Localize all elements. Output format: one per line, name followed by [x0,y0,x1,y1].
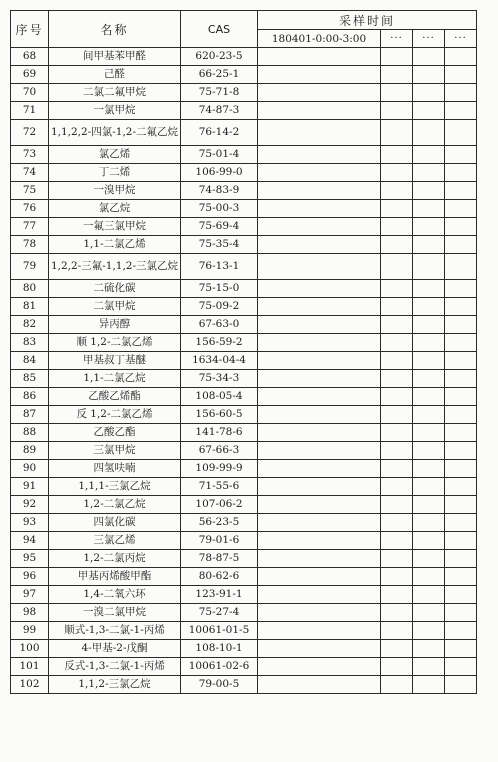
sample-cell [413,658,445,676]
table-row [11,84,477,102]
sample-cell [381,120,413,146]
row-number: 71 [11,102,49,120]
row-number: 102 [11,676,49,694]
row-number: 93 [11,514,49,532]
sample-cell [445,658,477,676]
sample-cell [381,334,413,352]
sample-cell [258,424,381,442]
header-sampling-period: ··· [381,30,413,48]
sample-cell [445,334,477,352]
row-number: 95 [11,550,49,568]
row-number: 97 [11,586,49,604]
row-number: 92 [11,496,49,514]
cas-number: 79-00-5 [181,676,258,694]
compound-name: 丁二烯 [49,164,181,182]
sample-cell [381,550,413,568]
cas-number: 106-99-0 [181,164,258,182]
cas-number: 67-66-3 [181,442,258,460]
sample-cell [413,352,445,370]
sample-cell [258,370,381,388]
sample-cell [381,298,413,316]
sample-cell [445,604,477,622]
sample-cell [445,424,477,442]
row-number: 82 [11,316,49,334]
compound-name: 一溴二氯甲烷 [49,604,181,622]
cas-number: 141-78-6 [181,424,258,442]
compound-name: 1,2-二氯丙烷 [49,550,181,568]
sample-cell [445,254,477,280]
compound-name: 二氯二氟甲烷 [49,84,181,102]
sample-cell [258,658,381,676]
row-number: 74 [11,164,49,182]
sample-cell [258,200,381,218]
sample-cell [258,496,381,514]
sample-cell [381,280,413,298]
sample-cell [445,676,477,694]
compound-name: 一氯甲烷 [49,102,181,120]
table-row [11,280,477,298]
sample-cell [445,164,477,182]
cas-number: 107-06-2 [181,496,258,514]
sample-cell [258,586,381,604]
cas-number: 67-63-0 [181,316,258,334]
sample-cell [413,496,445,514]
table-row [11,640,477,658]
compound-name: 三氯甲烷 [49,442,181,460]
cas-number: 74-83-9 [181,182,258,200]
sample-cell [445,182,477,200]
sample-cell [445,460,477,478]
sample-cell [445,406,477,424]
table-row [11,316,477,334]
compound-name: 三氯乙烯 [49,532,181,550]
row-number: 72 [11,120,49,146]
cas-number: 123-91-1 [181,586,258,604]
sample-cell [413,370,445,388]
row-number: 94 [11,532,49,550]
sample-cell [258,280,381,298]
sample-cell [258,334,381,352]
sample-cell [445,146,477,164]
table-row [11,658,477,676]
row-number: 77 [11,218,49,236]
sample-cell [381,84,413,102]
sample-cell [381,352,413,370]
sample-cell [413,460,445,478]
table-row [11,236,477,254]
compound-name: 1,1-二氯乙烯 [49,236,181,254]
compound-name: 异丙醇 [49,316,181,334]
row-number: 69 [11,66,49,84]
sample-cell [381,460,413,478]
table-row [11,586,477,604]
compound-name: 1,1,2,2-四氯-1,2-二氟乙烷 [49,120,181,146]
compound-table [10,10,477,694]
row-number: 85 [11,370,49,388]
table-row [11,66,477,84]
sample-cell [413,164,445,182]
cas-number: 620-23-5 [181,48,258,66]
sample-cell [445,120,477,146]
sample-cell [413,146,445,164]
cas-number: 10061-02-6 [181,658,258,676]
compound-name: 1,4-二氧六环 [49,586,181,604]
sample-cell [258,676,381,694]
table-row [11,568,477,586]
sample-cell [381,496,413,514]
sample-cell [413,280,445,298]
sample-cell [413,182,445,200]
sample-cell [413,254,445,280]
table-row [11,164,477,182]
sample-cell [258,640,381,658]
table-row [11,676,477,694]
row-number: 76 [11,200,49,218]
sample-cell [258,182,381,200]
sample-cell [258,406,381,424]
row-number: 78 [11,236,49,254]
sample-cell [413,120,445,146]
row-number: 101 [11,658,49,676]
row-number: 83 [11,334,49,352]
compound-name: 四氯化碳 [49,514,181,532]
table-row [11,406,477,424]
cas-number: 75-71-8 [181,84,258,102]
sample-cell [258,550,381,568]
cas-number: 75-15-0 [181,280,258,298]
sample-cell [445,370,477,388]
sample-cell [413,200,445,218]
sample-cell [445,442,477,460]
sample-cell [258,254,381,280]
compound-name: 乙酸乙烯酯 [49,388,181,406]
sample-cell [413,622,445,640]
sample-cell [381,200,413,218]
sample-cell [381,640,413,658]
sample-cell [413,550,445,568]
sample-cell [413,316,445,334]
compound-name: 乙酸乙酯 [49,424,181,442]
compound-name: 顺 1,2-二氯乙烯 [49,334,181,352]
header-sampling-period: ··· [413,30,445,48]
sample-cell [413,514,445,532]
table-row [11,478,477,496]
sample-cell [445,496,477,514]
table-row [11,514,477,532]
compound-name: 1,1-二氯乙烷 [49,370,181,388]
sample-cell [258,146,381,164]
sample-cell [413,406,445,424]
sample-cell [381,658,413,676]
table-row [11,352,477,370]
row-number: 98 [11,604,49,622]
sample-cell [258,164,381,182]
sample-cell [445,280,477,298]
sample-cell [258,568,381,586]
sample-cell [413,640,445,658]
sample-cell [258,388,381,406]
sample-cell [381,236,413,254]
sample-cell [413,388,445,406]
cas-number: 75-09-2 [181,298,258,316]
sample-cell [413,236,445,254]
table-row [11,102,477,120]
header-cas: CAS [181,11,258,48]
sample-cell [413,478,445,496]
sample-cell [258,622,381,640]
table-row [11,442,477,460]
sample-cell [445,298,477,316]
sample-cell [381,586,413,604]
sample-cell [381,676,413,694]
sample-cell [413,442,445,460]
table-row [11,218,477,236]
sample-cell [413,66,445,84]
cas-number: 1634-04-4 [181,352,258,370]
sample-cell [258,514,381,532]
table-row [11,424,477,442]
sample-cell [381,388,413,406]
sample-cell [381,66,413,84]
sample-cell [258,48,381,66]
sample-cell [258,218,381,236]
sample-cell [445,586,477,604]
compound-name: 己醛 [49,66,181,84]
table-body [11,48,477,694]
sample-cell [445,48,477,66]
sample-cell [258,298,381,316]
row-number: 70 [11,84,49,102]
cas-number: 76-13-1 [181,254,258,280]
sample-cell [381,532,413,550]
table-row [11,550,477,568]
table-row [11,120,477,146]
compound-name: 1,2,2-三氟-1,1,2-三氯乙烷 [49,254,181,280]
sample-cell [445,200,477,218]
compound-name: 反式-1,3-二氯-1-丙烯 [49,658,181,676]
sample-cell [258,316,381,334]
compound-name: 一溴甲烷 [49,182,181,200]
sample-cell [413,84,445,102]
sample-cell [258,460,381,478]
cas-number: 74-87-3 [181,102,258,120]
sample-cell [445,640,477,658]
compound-name: 二氯甲烷 [49,298,181,316]
sample-cell [445,568,477,586]
table-row [11,496,477,514]
sample-cell [445,550,477,568]
sample-cell [258,66,381,84]
sample-cell [381,622,413,640]
row-number: 86 [11,388,49,406]
row-number: 87 [11,406,49,424]
sample-cell [445,532,477,550]
sample-cell [413,424,445,442]
sample-cell [381,182,413,200]
cas-number: 108-10-1 [181,640,258,658]
row-number: 99 [11,622,49,640]
sample-cell [445,622,477,640]
cas-number: 75-01-4 [181,146,258,164]
compound-name: 反 1,2-二氯乙烯 [49,406,181,424]
sample-cell [413,298,445,316]
table-row [11,254,477,280]
sample-cell [445,236,477,254]
compound-name: 1,1,1-三氯乙烷 [49,478,181,496]
row-number: 75 [11,182,49,200]
sample-cell [258,120,381,146]
sample-cell [381,146,413,164]
table-row [11,146,477,164]
sample-cell [381,478,413,496]
table-row [11,334,477,352]
sample-cell [445,218,477,236]
sample-cell [381,604,413,622]
header-sampling-period: ··· [445,30,477,48]
sample-cell [445,388,477,406]
table-row [11,604,477,622]
sample-cell [381,218,413,236]
row-number: 68 [11,48,49,66]
table-row [11,48,477,66]
table-header [11,11,477,48]
cas-number: 75-69-4 [181,218,258,236]
cas-number: 75-34-3 [181,370,258,388]
row-number: 81 [11,298,49,316]
header-no: 序号 [11,11,49,48]
cas-number: 75-35-4 [181,236,258,254]
sample-cell [258,102,381,120]
table-row [11,622,477,640]
header-sampling-period: 180401-0:00-3:00 [258,30,381,48]
sample-cell [445,84,477,102]
cas-number: 66-25-1 [181,66,258,84]
cas-number: 78-87-5 [181,550,258,568]
compound-name: 二硫化碳 [49,280,181,298]
sample-cell [381,406,413,424]
cas-number: 56-23-5 [181,514,258,532]
sample-cell [258,604,381,622]
sample-cell [258,442,381,460]
cas-number: 76-14-2 [181,120,258,146]
compound-name: 4-甲基-2-戊酮 [49,640,181,658]
row-number: 90 [11,460,49,478]
row-number: 73 [11,146,49,164]
cas-number: 10061-01-5 [181,622,258,640]
sample-cell [413,676,445,694]
sample-cell [381,316,413,334]
sample-cell [258,532,381,550]
table-row [11,460,477,478]
sample-cell [413,586,445,604]
sample-cell [413,334,445,352]
sample-cell [381,48,413,66]
compound-name: 间甲基苯甲醛 [49,48,181,66]
sample-cell [445,102,477,120]
row-number: 91 [11,478,49,496]
table-row [11,182,477,200]
row-number: 89 [11,442,49,460]
sample-cell [445,352,477,370]
sample-cell [258,352,381,370]
cas-number: 79-01-6 [181,532,258,550]
sample-cell [381,568,413,586]
sample-cell [413,48,445,66]
sample-cell [381,102,413,120]
cas-number: 108-05-4 [181,388,258,406]
table-row [11,200,477,218]
compound-name: 四氢呋喃 [49,460,181,478]
cas-number: 80-62-6 [181,568,258,586]
compound-name: 氯乙烷 [49,200,181,218]
header-name: 名称 [49,11,181,48]
sample-cell [445,66,477,84]
compound-name: 一氟三氯甲烷 [49,218,181,236]
sample-cell [413,604,445,622]
cas-number: 156-59-2 [181,334,258,352]
table-row [11,370,477,388]
cas-number: 75-00-3 [181,200,258,218]
sample-cell [258,236,381,254]
table-row [11,298,477,316]
cas-number: 75-27-4 [181,604,258,622]
row-number: 80 [11,280,49,298]
header-sampling-time: 采样时间 [258,11,477,30]
sample-cell [413,568,445,586]
cas-number: 156-60-5 [181,406,258,424]
row-number: 100 [11,640,49,658]
table-row [11,388,477,406]
cas-number: 109-99-9 [181,460,258,478]
sample-cell [413,532,445,550]
sample-cell [445,478,477,496]
sample-cell [381,370,413,388]
row-number: 84 [11,352,49,370]
sample-cell [258,478,381,496]
sample-cell [413,218,445,236]
compound-name: 氯乙烯 [49,146,181,164]
compound-name: 1,1,2-三氯乙烷 [49,676,181,694]
cas-number: 71-55-6 [181,478,258,496]
sample-cell [381,164,413,182]
sample-cell [381,254,413,280]
sample-cell [381,424,413,442]
sample-cell [445,316,477,334]
sample-cell [258,84,381,102]
sample-cell [413,102,445,120]
compound-name: 1,2-二氯乙烷 [49,496,181,514]
compound-name: 甲基叔丁基醚 [49,352,181,370]
sample-cell [381,442,413,460]
sample-cell [445,514,477,532]
sample-cell [381,514,413,532]
compound-name: 顺式-1,3-二氯-1-丙烯 [49,622,181,640]
row-number: 88 [11,424,49,442]
table-row [11,532,477,550]
row-number: 96 [11,568,49,586]
compound-name: 甲基丙烯酸甲酯 [49,568,181,586]
row-number: 79 [11,254,49,280]
